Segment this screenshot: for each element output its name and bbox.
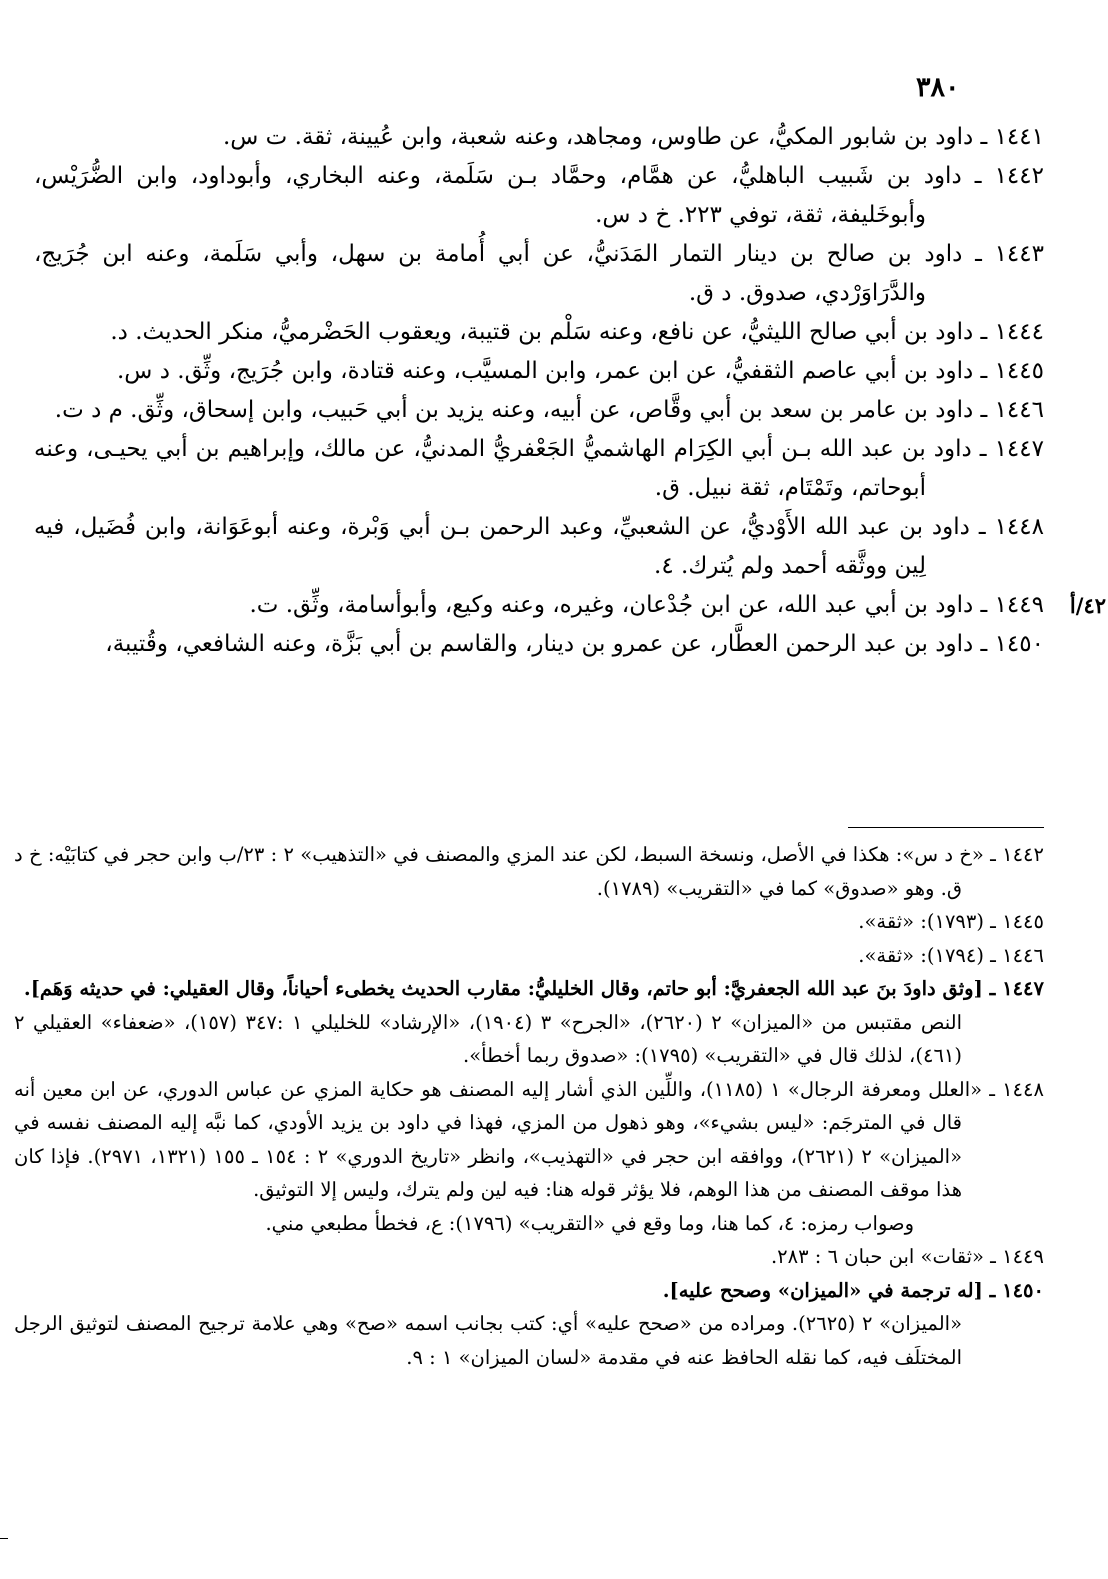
entry-1446: ١٤٤٦ ـ داود بن عامر بن سعد بن أبي وقَّاص، عن أبيه، وعنه يزيد بن أبي حَبيب، وابن إسحاق، وثِّق. م د ت. [54,397,1044,423]
footnote-1447-source: النص مقتبس من «الميزان» ٢ (٢٦٢٠)، «الجرح» ٣ (١٩٠٤)، «الإرشاد» للخليلي ١ :٣٤٧ (١٥٧)، «ضعفاء» العقيلي ٢ (٤٦١)، لذلك قال في «التقريب» (١٧٩٥): «صدوق ربما أخطأ». [14,1010,963,1067]
footnote-1442: ١٤٤٢ ـ «خ د س»: هكذا في الأصل، ونسخة السبط، لكن عند المزي والمصنف في «التذهيب» ٢ : ٢٣/ب وابن حجر في كتابَيْه: خ د ق. وهو «صدوق» كما في «التقريب» (١٧٨٩). [14,843,1045,900]
page-number: ٣٨٠ [916,72,960,103]
entry-1443: ١٤٤٣ ـ داود بن صالح بن دينار التمار المَدَنيُّ، عن أبي أُمامة بن سهل، وأبي سَلَمة، وعنه ابن جُرَيج، والدَّرَاوَرْدي، صدوق. د ق. [34,241,1044,306]
entry-1445: ١٤٤٥ ـ داود بن أبي عاصم الثقفيُّ، عن ابن عمر، وابن المسيَّب، وعنه قتادة، وابن جُرَيج، وثِّق. د س. [117,358,1044,384]
manuscript-folio-mark: ٤٢/أ [1069,593,1106,618]
entry-1441: ١٤٤١ ـ داود بن شابور المكيُّ، عن طاوس، ومجاهد، وعنه شعبة، وابن عُيينة، ثقة. ت س. [222,124,1044,150]
scan-edge-mark [0,1538,8,1539]
main-entries [34,118,1106,664]
footnote-1447: ١٤٤٧ ـ [وثق داودَ بنَ عبد الله الجعفريَّ: أبو حاتم، وقال الخليليُّ: مقارب الحديث يخطىء أحياناً، وقال العقيلي: في حديثه وَهَم]. [23,977,1044,1000]
entry-1442: ١٤٤٢ ـ داود بن شَبيب الباهليُّ، عن همَّام، وحمَّاد بـن سَلَمة، وعنه البخاري، وأبوداود، وابن الضُّرَيْس، وأبوخَليفة، ثقة، توفي ٢٢٣. خ د س. [34,163,1044,228]
entry-1449: ١٤٤٩ ـ داود بن أبي عبد الله، عن ابن جُدْعان، وغيره، وعنه وكيع، وأبوأسامة، وثِّق. ت. [249,592,1044,618]
footnote-1445: ١٤٤٥ ـ (١٧٩٣): «ثقة». [858,910,1044,933]
entry-1449-wrapper [34,586,1106,625]
footnote-1448-correction: وصواب رمزه: ٤، كما هنا، وما وقع في «التقريب» (١٧٩٦): ع، فخطأ مطبعي مني. [265,1211,914,1235]
entry-1444: ١٤٤٤ ـ داود بن أبي صالح الليثيُّ، عن نافع، وعنه سَلْم بن قتيبة، ويعقوب الحَضْرميُّ، منكر الحديث. د. [110,319,1044,345]
footnote-1450-explanation: «الميزان» ٢ (٢٦٢٥). ومراده من «صحح عليه» أي: كتب بجانب اسمه «صح» وهي علامة ترجيح المصنف لتوثيق الرجل المختلَف فيه، كما نقله الحافظ عنه في مقدمة «لسان الميزان» ١ : ٩. [14,1312,962,1369]
entry-1450: ١٤٥٠ ـ داود بن عبد الرحمن العطَّار، عن عمرو بن دينار، والقاسم بن أبي بَزَّة، وعنه الشافعي، وقُتيبة، [105,631,1044,657]
footnote-1448: ١٤٤٨ ـ «العلل ومعرفة الرجال» ١ (١١٨٥)، واللِّين الذي أشار إليه المصنف هو حكاية المزي عن عباس الدوري، عن ابن معين أنه قال في المترجَم: «ليس بشيء»، وهو ذهول من المزي، فهذا في داود بن يزيد الأودي، كما نبَّه إليه المصنف نفسه في «الميزان» ٢ (٢٦٢١)، ووافقه ابن حجر في «التهذيب»، وانظر «تاريخ الدوري» ٢ : ١٥٤ ـ ١٥٥ (١٣٢١، ٢٩٧١). فإذا كان هذا موقف المصنف من هذا الوهم، فلا يؤثر قوله هنا: فيه لين ولم يترك، وليس إلا التوثيق. [14,1077,1044,1201]
footnote-1450: ١٤٥٠ ـ [له ترجمة في «الميزان» وصحح عليه]. [662,1278,1044,1302]
entry-1447: ١٤٤٧ ـ داود بن عبد الله بـن أبي الكِرَام الهاشميُّ الجَعْفريُّ المدنيُّ، عن مالك، وإبراهيم بن أبي يحيـى، وعنه أبوحاتم، وتَمْتَام، ثقة نبيل. ق. [34,436,1044,501]
footnote-1446: ١٤٤٦ ـ (١٧٩٤): «ثقة». [858,943,1044,967]
entry-1448: ١٤٤٨ ـ داود بن عبد الله الأَوْديُّ، عن الشعبيِّ، وعبد الرحمن بـن أبي وَبْرة، وعنه أبوعَوَانة، وابن فُضَيل، فيه لِين ووثَّقه أحمد ولم يُترك. ٤. [34,514,1044,579]
footnotes [14,838,1044,1374]
footnote-1449: ١٤٤٩ ـ «ثقات» ابن حبان ٦ : ٢٨٣. [770,1245,1044,1268]
footnote-divider [848,827,1044,828]
